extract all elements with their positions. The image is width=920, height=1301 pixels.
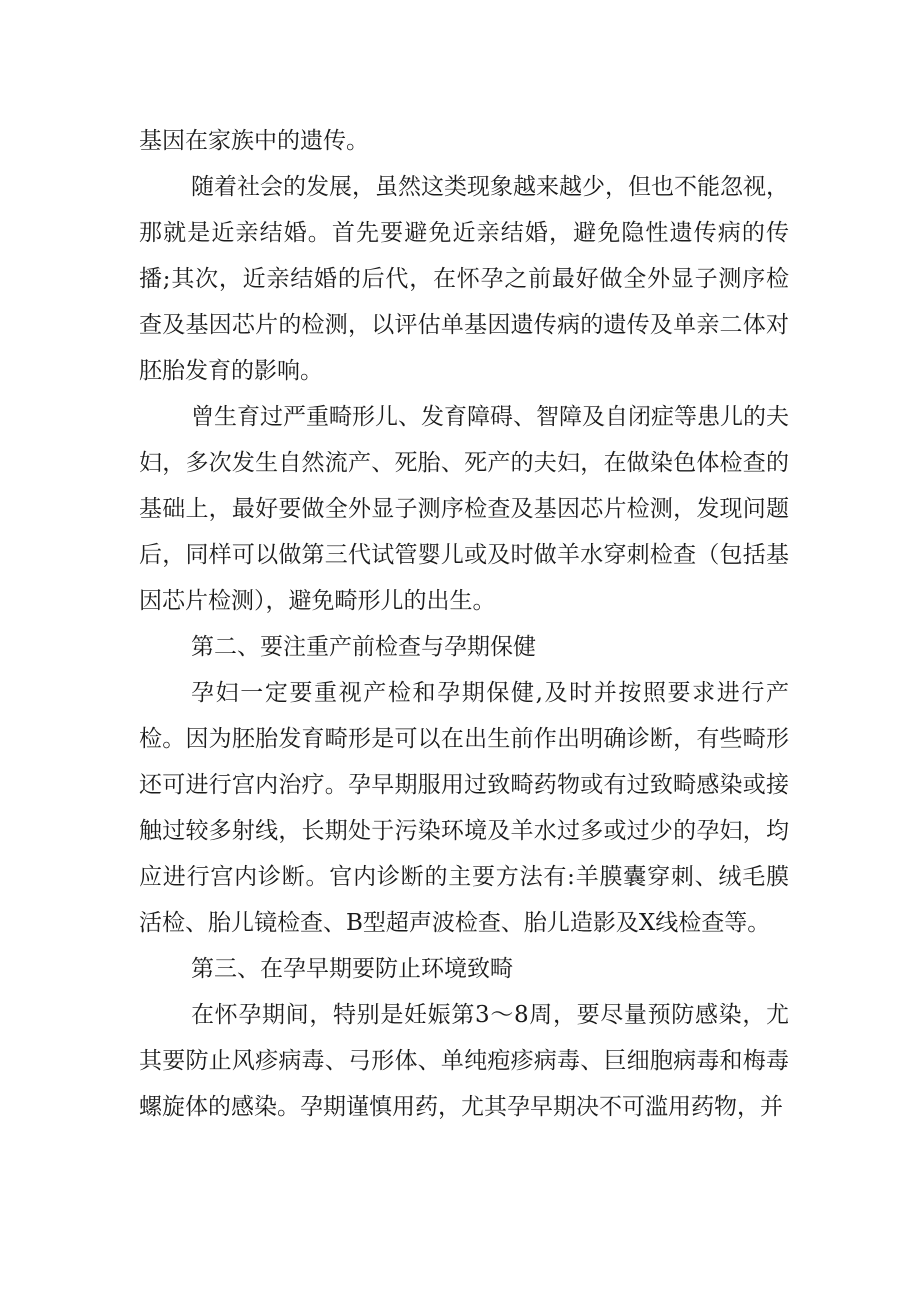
section-heading-prenatal-care: 第二、要注重产前检查与孕期保健 <box>191 634 536 660</box>
section-heading-environment: 第三、在孕早期要防止环境致畸 <box>191 956 513 982</box>
document-body <box>139 118 789 1130</box>
paragraph-continued: 基因在家族中的遗传。 <box>139 128 369 154</box>
paragraph-prenatal-diagnosis: 孕妇一定要重视产检和孕期保健,及时并按照要求进行产检。因为胚胎发育畸形是可以在出生前作出明确诊断，有些畸形还可进行宫内治疗。孕早期服用过致畸药物或有过致畸感染或接触过较多射线，长期处于污染环境及羊水过多或过少的孕妇，均应进行宫内诊断。官内诊断的主要方法有:羊膜囊穿刺、绒毛膜活检、胎儿镜检查、B型超声波检查、胎儿造影及X线检查等。 <box>139 680 789 936</box>
paragraph-high-risk-couples: 曾生育过严重畸形儿、发育障碍、智障及自闭症等患儿的夫妇，多次发生自然流产、死胎、死产的夫妇，在做染色体检查的基础上，最好要做全外显子测序检查及基因芯片检测，发现问题后，同样可以做第三代试管婴儿或及时做羊水穿刺检查（包括基因芯片检测），避免畸形儿的出生。 <box>139 404 789 614</box>
paragraph-infection-prevention: 在怀孕期间，特别是妊娠第3～8周，要尽量预防感染，尤其要防止风疹病毒、弓形体、单纯疱疹病毒、巨细胞病毒和梅毒螺旋体的感染。孕期谨慎用药，尤其孕早期决不可滥用药物，并 <box>139 1002 789 1120</box>
paragraph-consanguineous-marriage: 随着社会的发展，虽然这类现象越来越少，但也不能忽视，那就是近亲结婚。首先要避免近亲结婚，避免隐性遗传病的传播;其次，近亲结婚的后代，在怀孕之前最好做全外显子测序检查及基因芯片的检测，以评估单基因遗传病的遗传及单亲二体对胚胎发育的影响。 <box>139 174 789 384</box>
